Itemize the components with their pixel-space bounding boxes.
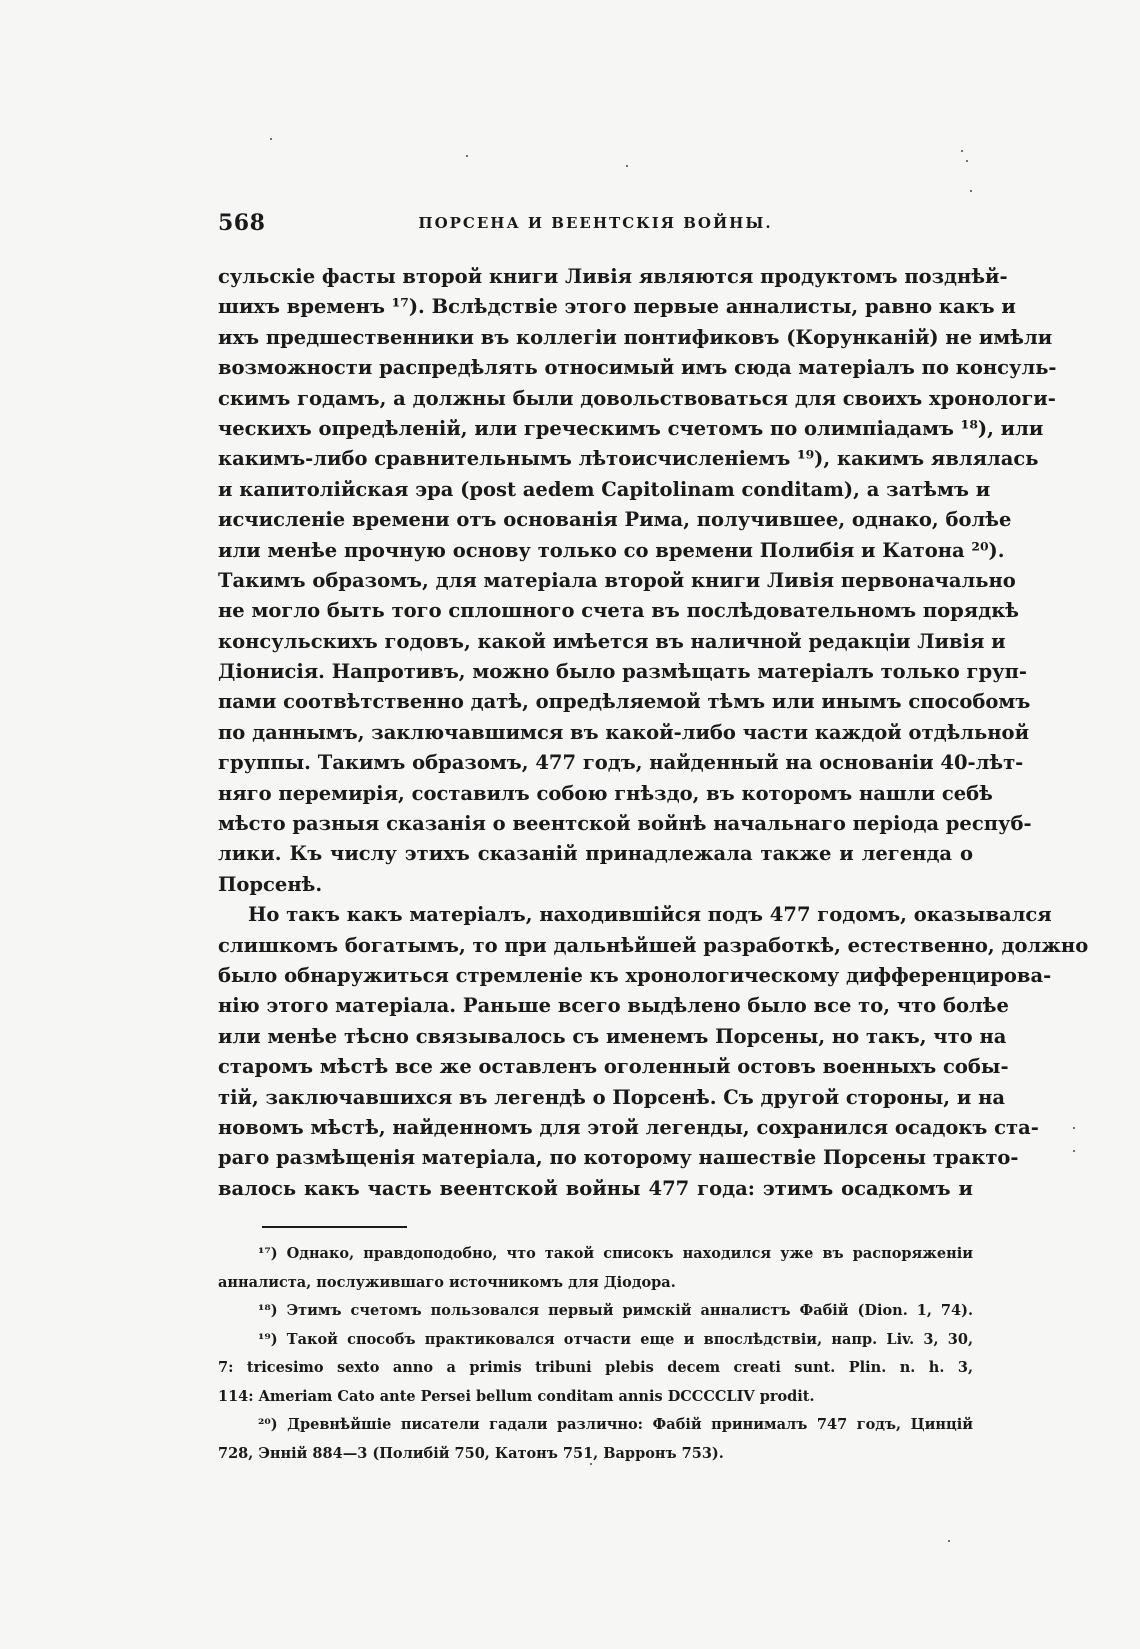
scan-speck (1073, 1150, 1075, 1152)
footnote-line: ¹⁹) Такой способъ практиковался отчасти еще и впослѣдствіи, напр. Liv. 3, 30, (258, 1330, 973, 1348)
text-line: или менѣе тѣсно связывалось съ именемъ Порсены, но такъ, что на (218, 1024, 1007, 1048)
footnote-line: анналиста, послужившаго источникомъ для Діодора. (218, 1273, 676, 1291)
text-line: Такимъ образомъ, для матеріала второй книги Ливія первоначально (218, 568, 1016, 592)
footnote-line: 7: tricesimo sexto anno a primis tribuni plebis decem creati sunt. Plin. n. h. 3, (218, 1359, 973, 1376)
scan-speck (626, 165, 628, 167)
footnote-line: 114: Ameriam Cato ante Persei bellum conditam annis DCCCCLIV prodit. (218, 1387, 815, 1405)
text-line: мѣсто разныя сказанія о веентской войнѣ начальнаго періода респуб- (218, 812, 1032, 836)
running-title: ПОРСЕНА И ВЕЕНТСКІЯ ВОЙНЫ. (418, 214, 773, 232)
footnote-divider (262, 1226, 407, 1228)
text-line: группы. Такимъ образомъ, 477 годъ, найденный на основаніи 40-лѣт- (218, 751, 1024, 775)
text-line: нію этого матеріала. Раньше всего выдѣлено было все то, что болѣе (218, 994, 1009, 1018)
footnotes (218, 1240, 973, 1468)
text-line: возможности распредѣлять относимый имъ сюда матеріалъ по консуль- (218, 356, 1057, 380)
text-line: какимъ-либо сравнительнымъ лѣтоисчисленіемъ ¹⁹), какимъ являлась (218, 447, 1039, 471)
text-line: ческихъ опредѣленій, или греческимъ счетомъ по олимпіадамъ ¹⁸), или (218, 416, 1044, 440)
page-number: 568 (218, 210, 266, 236)
text-line: слишкомъ богатымъ, то при дальнѣйшей разработкѣ, естественно, должно (218, 933, 1089, 957)
text-line: Діонисія. Напротивъ, можно было размѣщать матеріалъ только груп- (218, 660, 1027, 684)
text-line: сульскіе фасты второй книги Ливія являются продуктомъ позднѣй- (218, 265, 1008, 288)
main-text (218, 262, 1089, 1204)
text-line: пами соотвѣтственно датѣ, опредѣляемой тѣмъ или инымъ способомъ (218, 690, 1031, 714)
scan-speck (590, 1463, 592, 1465)
footnote-line: ²⁰) Древнѣйшіе писатели гадали различно: Фабій принималъ 747 годъ, Цинцій (258, 1416, 973, 1433)
text-line: или менѣе прочную основу только со времени Полибія и Катона ²⁰). (218, 538, 1005, 562)
text-line: тій, заключавшихся въ легендѣ о Порсенѣ. Съ другой стороны, и на (218, 1085, 1006, 1109)
text-line: няго перемирія, составилъ собою гнѣздо, въ которомъ нашли себѣ (218, 781, 993, 805)
text-line: Но такъ какъ матеріалъ, находившійся подъ 477 годомъ, оказывался (248, 903, 1052, 927)
text-line: и капитолійская эра (post aedem Capitolinam conditam), а затѣмъ и (218, 477, 991, 501)
text-line: не могло быть того сплошного счета въ послѣдовательномъ порядкѣ (218, 599, 1019, 623)
text-line: шихъ временъ ¹⁷). Вслѣдствіе этого первые анналисты, равно какъ и (218, 295, 1016, 319)
scan-speck (948, 1540, 950, 1542)
page-header (218, 210, 973, 244)
scan-speck (970, 190, 972, 192)
text-line: по даннымъ, заключавшимся въ какой-либо части каждой отдѣльной (218, 720, 1030, 744)
text-line: старомъ мѣстѣ все же оставленъ оголенный остовъ военныхъ собы- (218, 1055, 1009, 1079)
text-line: раго размѣщенія матеріала, по которому нашествіе Порсены тракто- (218, 1146, 1019, 1170)
text-line: новомъ мѣстѣ, найденномъ для этой легенды, сохранился осадокъ ста- (218, 1115, 1039, 1139)
footnote-line: ¹⁸) Этимъ счетомъ пользовался первый римскій анналистъ Фабій (Dion. 1, 74). (258, 1302, 973, 1319)
text-line: валось какъ часть веентской войны 477 года: этимъ осадкомъ и (218, 1176, 973, 1200)
scan-speck (270, 138, 272, 140)
scan-speck (961, 150, 963, 152)
scan-speck (466, 155, 468, 157)
text-line: консульскихъ годовъ, какой имѣется въ наличной редакціи Ливія и (218, 629, 1006, 653)
text-line: ихъ предшественники въ коллегіи понтификовъ (Корунканій) не имѣли (218, 325, 1053, 349)
text-line: исчисленіе времени отъ основанія Рима, получившее, однако, болѣе (218, 508, 1012, 532)
text-line: Порсенѣ. (218, 872, 323, 896)
footnote-line: 728, Энній 884—3 (Полибій 750, Катонъ 751, Варронъ 753). (218, 1444, 724, 1462)
scan-speck (966, 160, 968, 162)
footnote-line: ¹⁷) Однако, правдоподобно, что такой списокъ находился уже въ распоряженіи (258, 1245, 973, 1262)
text-line: лики. Къ числу этихъ сказаній принадлежала также и легенда о (218, 842, 973, 866)
scan-speck (1073, 1127, 1075, 1129)
text-line: было обнаружиться стремленіе къ хронологическому дифференцирова- (218, 963, 1052, 987)
text-line: скимъ годамъ, а должны были довольствоваться для своихъ хронологи- (218, 386, 1056, 410)
